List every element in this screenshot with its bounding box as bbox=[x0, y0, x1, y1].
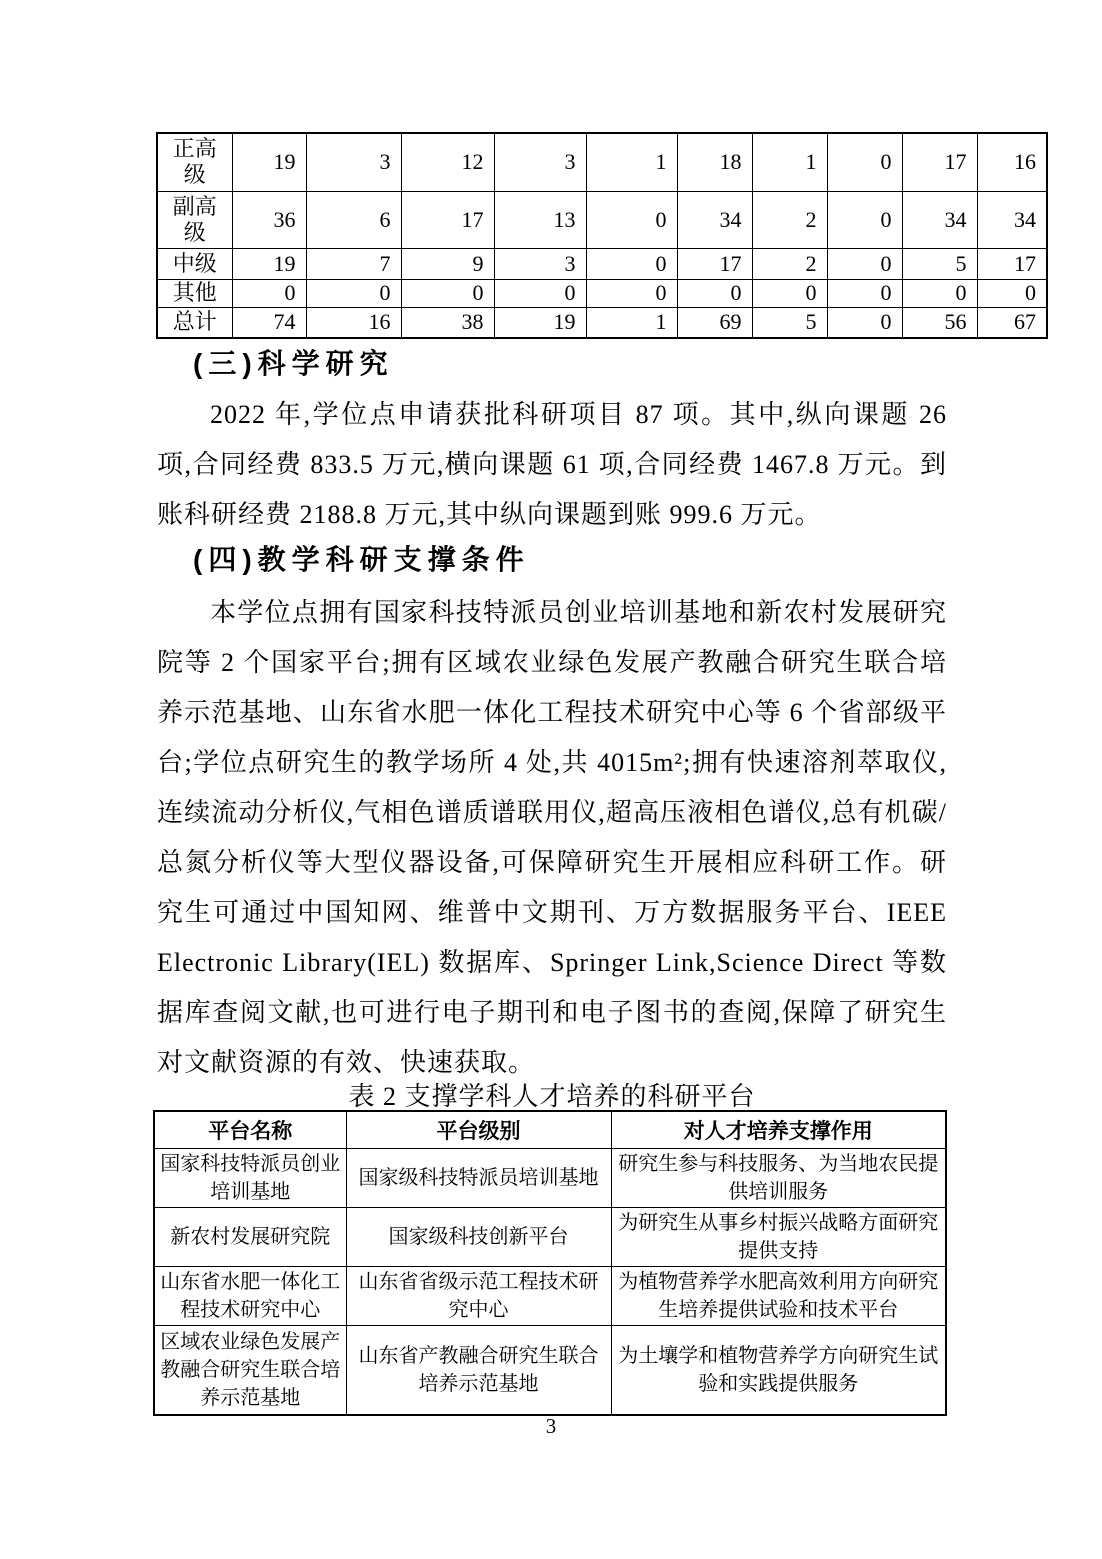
platform-level-cell: 山东省产教融合研究生联合培养示范基地 bbox=[346, 1325, 611, 1415]
value-cell: 0 bbox=[977, 279, 1047, 307]
value-cell: 0 bbox=[401, 279, 494, 307]
platform-name-header: 平台名称 bbox=[154, 1111, 346, 1148]
table-row bbox=[154, 1266, 946, 1325]
platform-table bbox=[153, 1110, 947, 1416]
value-cell: 18 bbox=[677, 133, 752, 191]
platform-support-cell: 为土壤学和植物营养学方向研究生试验和实践提供服务 bbox=[611, 1325, 946, 1415]
platform-support-cell: 为研究生从事乡村振兴战略方面研究提供支持 bbox=[611, 1207, 946, 1266]
row-label: 副高级 bbox=[157, 191, 232, 248]
value-cell: 0 bbox=[677, 279, 752, 307]
table-row bbox=[154, 1148, 946, 1207]
value-cell: 0 bbox=[827, 191, 902, 248]
value-cell: 16 bbox=[306, 307, 401, 338]
value-cell: 3 bbox=[494, 133, 586, 191]
value-cell: 34 bbox=[902, 191, 977, 248]
value-cell: 2 bbox=[752, 248, 827, 279]
page-number: 3 bbox=[545, 1414, 557, 1438]
value-cell: 0 bbox=[586, 248, 677, 279]
value-cell: 19 bbox=[494, 307, 586, 338]
value-cell: 0 bbox=[827, 248, 902, 279]
platform-support-cell: 研究生参与科技服务、为当地农民提供培训服务 bbox=[611, 1148, 946, 1207]
value-cell: 0 bbox=[306, 279, 401, 307]
row-label: 其他 bbox=[157, 279, 232, 307]
platform-name-cell: 山东省水肥一体化工程技术研究中心 bbox=[154, 1266, 346, 1325]
value-cell: 0 bbox=[827, 133, 902, 191]
value-cell: 3 bbox=[494, 248, 586, 279]
value-cell: 1 bbox=[586, 133, 677, 191]
value-cell: 17 bbox=[401, 191, 494, 248]
section-heading-research: (三)科学研究 bbox=[193, 348, 394, 379]
value-cell: 36 bbox=[232, 191, 306, 248]
value-cell: 6 bbox=[306, 191, 401, 248]
value-cell: 0 bbox=[586, 279, 677, 307]
platform-name-cell: 新农村发展研究院 bbox=[154, 1207, 346, 1266]
value-cell: 34 bbox=[677, 191, 752, 248]
platform-name-cell: 区域农业绿色发展产教融合研究生联合培养示范基地 bbox=[154, 1325, 346, 1415]
platform-level-header: 平台级别 bbox=[346, 1111, 611, 1148]
value-cell: 0 bbox=[232, 279, 306, 307]
platform-name-cell: 国家科技特派员创业培训基地 bbox=[154, 1148, 346, 1207]
section-heading-support: (四)教学科研支撑条件 bbox=[193, 544, 530, 575]
table-header-row bbox=[154, 1111, 946, 1148]
value-cell: 74 bbox=[232, 307, 306, 338]
value-cell: 0 bbox=[494, 279, 586, 307]
value-cell: 0 bbox=[827, 279, 902, 307]
value-cell: 69 bbox=[677, 307, 752, 338]
table-row bbox=[157, 191, 1047, 248]
table-row bbox=[154, 1325, 946, 1415]
value-cell: 12 bbox=[401, 133, 494, 191]
support-paragraph: 本学位点拥有国家科技特派员创业培训基地和新农村发展研究院等 2 个国家平台;拥有区域农业绿色发展产教融合研究生联合培养示范基地、山东省水肥一体化工程技术研究中心等 6 个省部级平台;学位点研究生的教学场所 4 处,共 4015m²;拥有快速溶剂萃取仪,连续流动分析仪,气相色谱质谱联用仪,超高压液相色谱仪,总有机碳/总氮分析仪等大型仪器设备,可保障研究生开展相应科研工作。研究生可通过中国知网、维普中文期刊、万方数据服务平台、IEEE Electronic Library(IEL) 数据库、Springer Link,Science Direct 等数据库查阅文献,也可进行电子期刊和电子图书的查阅,保障了研究生对文献资源的有效、快速获取。 bbox=[157, 598, 947, 1077]
platform-level-cell: 山东省省级示范工程技术研究中心 bbox=[346, 1266, 611, 1325]
value-cell: 13 bbox=[494, 191, 586, 248]
value-cell: 9 bbox=[401, 248, 494, 279]
table-row bbox=[157, 248, 1047, 279]
table2-caption: 表 2 支撑学科人才培养的科研平台 bbox=[348, 1082, 756, 1111]
value-cell: 56 bbox=[902, 307, 977, 338]
value-cell: 5 bbox=[752, 307, 827, 338]
value-cell: 19 bbox=[232, 133, 306, 191]
table-row bbox=[157, 133, 1047, 191]
platform-level-cell: 国家级科技创新平台 bbox=[346, 1207, 611, 1266]
value-cell: 5 bbox=[902, 248, 977, 279]
value-cell: 1 bbox=[586, 307, 677, 338]
value-cell: 17 bbox=[977, 248, 1047, 279]
table-row bbox=[154, 1207, 946, 1266]
row-label: 总计 bbox=[157, 307, 232, 338]
value-cell: 17 bbox=[677, 248, 752, 279]
value-cell: 19 bbox=[232, 248, 306, 279]
value-cell: 0 bbox=[827, 307, 902, 338]
value-cell: 16 bbox=[977, 133, 1047, 191]
table-row bbox=[157, 307, 1047, 338]
value-cell: 3 bbox=[306, 133, 401, 191]
value-cell: 2 bbox=[752, 191, 827, 248]
row-label: 正高级 bbox=[157, 133, 232, 191]
staff-count-table bbox=[156, 132, 1048, 339]
table-row bbox=[157, 279, 1047, 307]
platform-support-header: 对人才培养支撑作用 bbox=[611, 1111, 946, 1148]
value-cell: 17 bbox=[902, 133, 977, 191]
value-cell: 0 bbox=[586, 191, 677, 248]
value-cell: 34 bbox=[977, 191, 1047, 248]
value-cell: 0 bbox=[902, 279, 977, 307]
row-label: 中级 bbox=[157, 248, 232, 279]
platform-support-cell: 为植物营养学水肥高效利用方向研究生培养提供试验和技术平台 bbox=[611, 1266, 946, 1325]
value-cell: 67 bbox=[977, 307, 1047, 338]
value-cell: 0 bbox=[752, 279, 827, 307]
platform-level-cell: 国家级科技特派员培训基地 bbox=[346, 1148, 611, 1207]
value-cell: 7 bbox=[306, 248, 401, 279]
value-cell: 38 bbox=[401, 307, 494, 338]
value-cell: 1 bbox=[752, 133, 827, 191]
research-paragraph: 2022 年,学位点申请获批科研项目 87 项。其中,纵向课题 26 项,合同经费 833.5 万元,横向课题 61 项,合同经费 1467.8 万元。到账科研经费 2188.8 万元,其中纵向课题到账 999.6 万元。 bbox=[157, 400, 947, 529]
